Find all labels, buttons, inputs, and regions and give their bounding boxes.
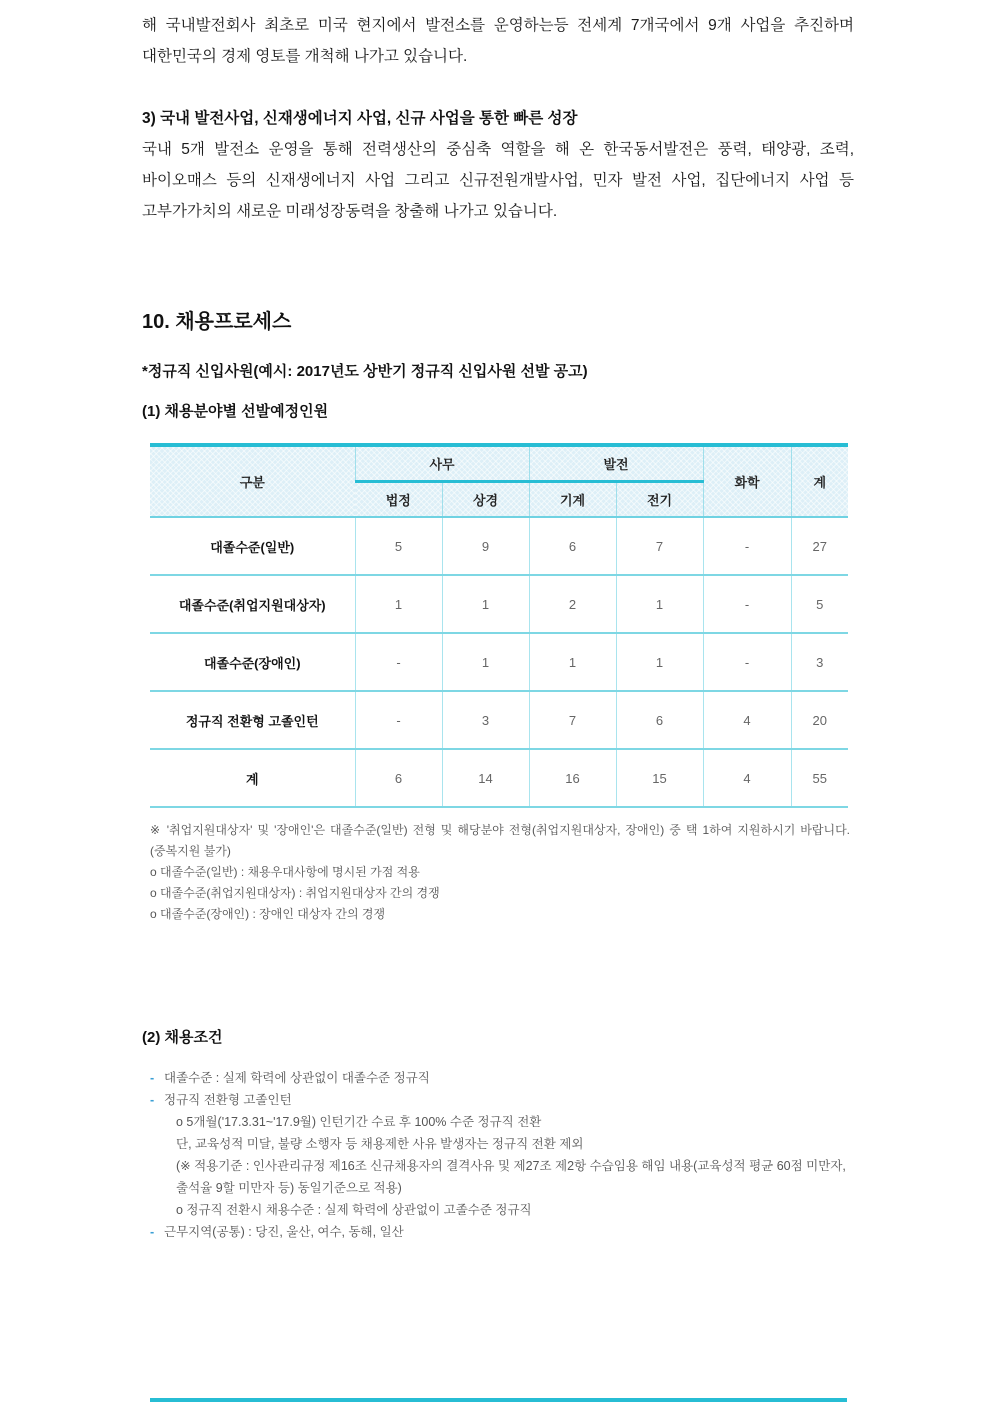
page-bottom-rule [150, 1398, 847, 1402]
condition-item: - 대졸수준 : 실제 학력에 상관없이 대졸수준 정규직 [150, 1067, 854, 1089]
condition-subitem: 단, 교육성적 미달, 불량 소행자 등 채용제한 사유 발생자는 정규직 전환 제외 [176, 1137, 584, 1151]
table-group-office: 사무 [355, 445, 529, 481]
cell: - [355, 691, 442, 749]
table-header-row-1 [150, 445, 848, 481]
table-col-chemistry: 화학 [703, 445, 791, 517]
cell: 55 [791, 749, 848, 807]
conditions-list [150, 1067, 854, 1243]
cell: 15 [616, 749, 703, 807]
selection-table-wrap [150, 443, 854, 808]
condition-subitem: o 5개월('17.3.31~'17.9월) 인턴기간 수료 후 100% 수준 정규직 전환 [176, 1115, 542, 1129]
cell: 7 [616, 517, 703, 575]
row-label: 대졸수준(일반) [150, 517, 355, 575]
cell: 9 [442, 517, 529, 575]
cell: 1 [616, 633, 703, 691]
cell: 14 [442, 749, 529, 807]
table-col-commerce: 상경 [442, 481, 529, 517]
section10-subtitle: *정규직 신입사원(예시: 2017년도 상반기 정규직 신입사원 선발 공고) [142, 363, 588, 380]
intro-paragraph: 해 국내발전회사 최초로 미국 현지에서 발전소를 운영하는등 전세계 7개국에서 9개 사업을 추진하며 대한민국의 경제 영토를 개척해 나가고 있습니다. [142, 17, 854, 65]
cell: 2 [529, 575, 616, 633]
cell: 1 [442, 633, 529, 691]
cell: 3 [791, 633, 848, 691]
note-line: o 대졸수준(일반) : 채용우대사항에 명시된 가점 적용 [150, 865, 420, 879]
table-group-generation: 발전 [529, 445, 703, 481]
condition-subitem: (※ 적용기준 : 인사관리규정 제16조 신규채용자의 결격사유 및 제27조 제2항 수습임용 해임 내용(교육성적 평균 60점 미만자, 출석율 9할 미만자 등) 동일기준으로 적용) [176, 1159, 846, 1195]
table-col-mechanical: 기계 [529, 481, 616, 517]
table-row [150, 517, 848, 575]
note-line: o 대졸수준(장애인) : 장애인 대상자 간의 경쟁 [150, 907, 386, 921]
cell: 4 [703, 749, 791, 807]
table-row-total [150, 749, 848, 807]
cell: 20 [791, 691, 848, 749]
table-col-law: 법정 [355, 481, 442, 517]
cell: - [703, 575, 791, 633]
sub1-heading: (1) 채용분야별 선발예정인원 [142, 403, 329, 420]
table-corner-label: 구분 [150, 445, 355, 517]
cell: 1 [529, 633, 616, 691]
condition-subitem: o 정규직 전환시 채용수준 : 실제 학력에 상관없이 고졸수준 정규직 [176, 1203, 532, 1217]
table-row [150, 575, 848, 633]
table-notes [150, 820, 850, 925]
note-line: o 대졸수준(취업지원대상자) : 취업지원대상자 간의 경쟁 [150, 886, 440, 900]
cell: 16 [529, 749, 616, 807]
selection-table [150, 443, 848, 808]
table-row [150, 633, 848, 691]
cell: 6 [529, 517, 616, 575]
section3-heading: 3) 국내 발전사업, 신재생에너지 사업, 신규 사업을 통한 빠른 성장 [142, 110, 578, 127]
cell: 7 [529, 691, 616, 749]
sub2-heading: (2) 채용조건 [142, 1029, 223, 1046]
cell: - [703, 633, 791, 691]
cell: 5 [791, 575, 848, 633]
row-label: 계 [150, 749, 355, 807]
cell: - [355, 633, 442, 691]
row-label: 대졸수준(장애인) [150, 633, 355, 691]
cell: 1 [355, 575, 442, 633]
section10-heading: 10. 채용프로세스 [142, 311, 292, 333]
cell: 4 [703, 691, 791, 749]
table-col-electrical: 전기 [616, 481, 703, 517]
cell: 6 [616, 691, 703, 749]
row-label: 정규직 전환형 고졸인턴 [150, 691, 355, 749]
table-col-total: 계 [791, 445, 848, 517]
cell: 6 [355, 749, 442, 807]
cell: 1 [442, 575, 529, 633]
condition-item: - 정규직 전환형 고졸인턴 [150, 1089, 854, 1111]
table-row [150, 691, 848, 749]
cell: - [703, 517, 791, 575]
row-label: 대졸수준(취업지원대상자) [150, 575, 355, 633]
condition-item: - 근무지역(공통) : 당진, 울산, 여수, 동해, 일산 [150, 1221, 854, 1243]
cell: 5 [355, 517, 442, 575]
cell: 3 [442, 691, 529, 749]
note-line: ※ '취업지원대상자' 및 '장애인'은 대졸수준(일반) 전형 및 해당분야 전형(취업지원대상자, 장애인) 중 택 1하여 지원하시기 바랍니다.(중복지원 불가) [150, 823, 850, 858]
cell: 27 [791, 517, 848, 575]
cell: 1 [616, 575, 703, 633]
section3-body: 국내 5개 발전소 운영을 통해 전력생산의 중심축 역할을 해 온 한국동서발전은 풍력, 태양광, 조력, 바이오매스 등의 신재생에너지 사업 그리고 신규전원개발사업, 민자 발전 사업, 집단에너지 사업 등 고부가가치의 새로운 미래성장동력을 창출해 나가고 있습니다. [142, 141, 854, 220]
